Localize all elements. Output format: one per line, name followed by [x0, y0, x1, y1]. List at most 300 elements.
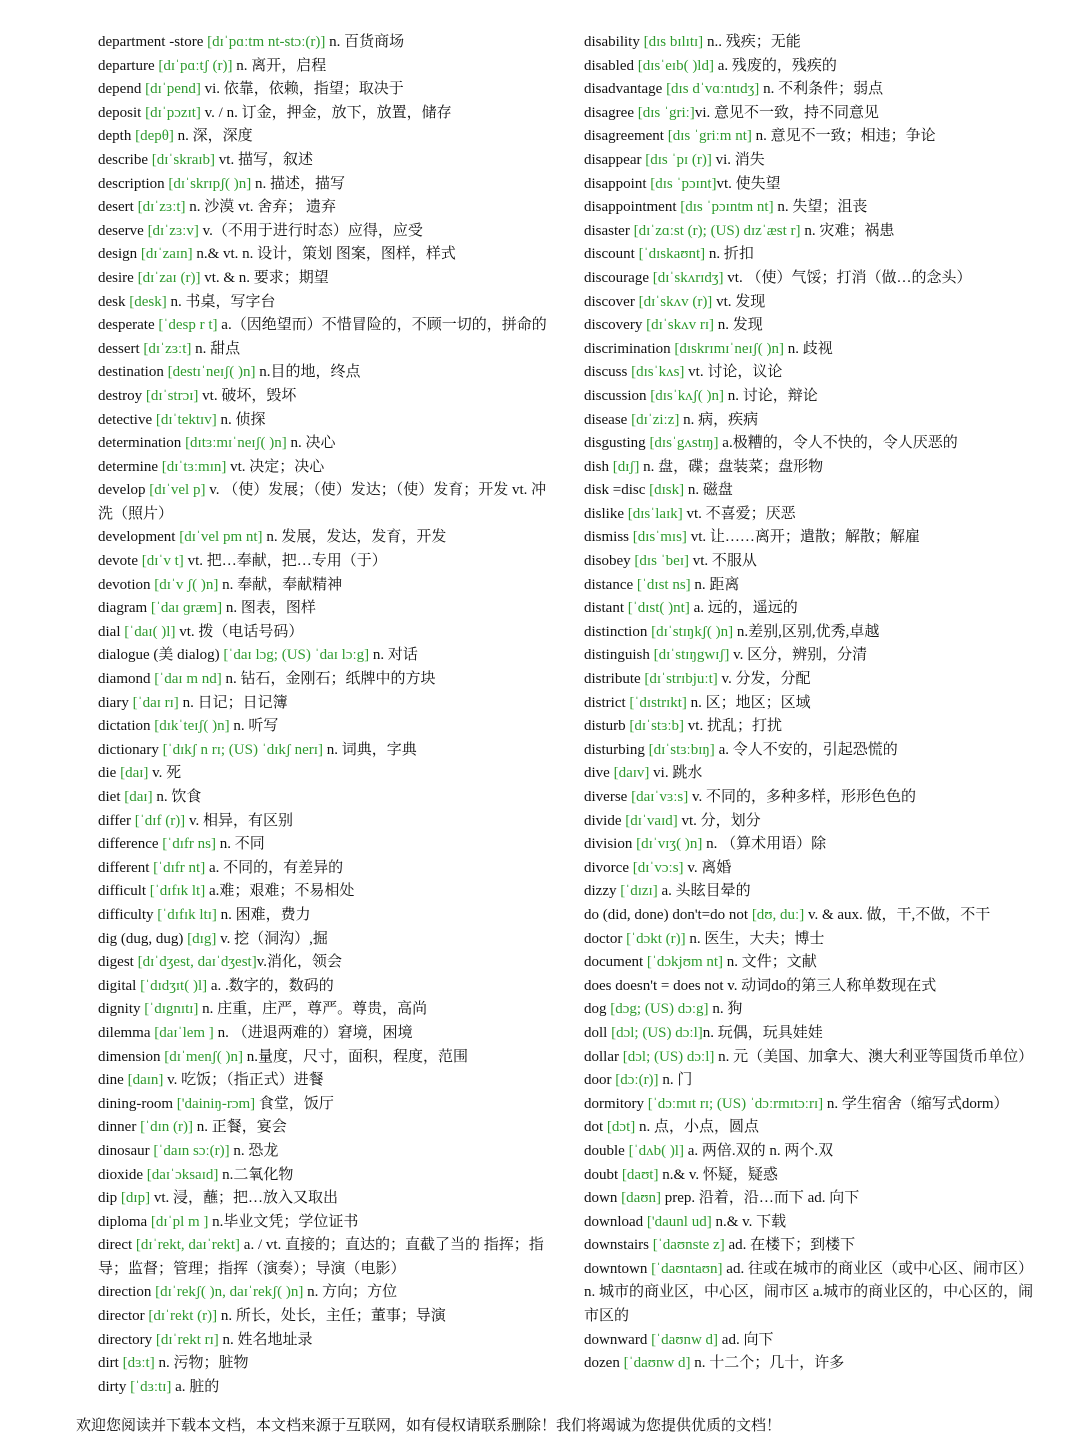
headword: dinosaur	[98, 1142, 150, 1159]
definition: n. 困难，费力	[216, 906, 311, 923]
phonetic: [dɪˈzɜːt]	[143, 340, 192, 357]
definition: n.& v. 怀疑，疑惑	[658, 1166, 778, 1183]
definition: n.二氧化物	[218, 1166, 294, 1183]
headword: describe	[98, 151, 148, 168]
definition: vi. 消失	[711, 151, 765, 168]
headword: disaster	[584, 222, 630, 239]
vocab-entry	[584, 644, 1034, 668]
phonetic: [ˈdɪkʃ n rɪ; (US) ˈdɪkʃ nerɪ]	[162, 741, 323, 758]
definition: a.（因绝望而）不惜冒险的，不顾一切的，拼命的	[217, 317, 547, 334]
definition: n. 正餐，宴会	[192, 1119, 287, 1136]
headword: diary	[98, 694, 129, 711]
headword: dioxide	[98, 1166, 143, 1183]
phonetic: [dɪtɜːmɪˈneɪʃ( )n]	[185, 435, 287, 452]
headword: disappear	[584, 151, 642, 168]
definition: n. 失望；沮丧	[773, 199, 868, 216]
phonetic: [daɪˈvɜːs]	[631, 789, 689, 805]
phonetic: [dɪˈzɑːst (r); (US) dɪzˈæst r]	[633, 222, 801, 239]
phonetic: [daɪˈlem ]	[154, 1024, 214, 1041]
headword: design	[98, 246, 138, 263]
phonetic: [ˈdaʊnste z]	[652, 1237, 725, 1254]
headword: desperate	[98, 317, 155, 334]
vocab-entry	[584, 810, 1034, 834]
headword: distance	[584, 576, 634, 593]
vocab-entry	[98, 1352, 550, 1376]
vocab-entry	[98, 1022, 550, 1046]
vocab-entry	[584, 291, 1034, 315]
definition: n. 不同	[216, 836, 265, 853]
definition: vt. & n. 要求；期望	[200, 269, 329, 286]
phonetic: [dɪsˈkʌs]	[631, 364, 685, 381]
phonetic: [dɪˈziːz]	[631, 411, 680, 428]
phonetic: [dɪˈpend]	[145, 81, 201, 98]
vocab-entry	[98, 267, 550, 291]
vocab-entry	[584, 574, 1034, 598]
headword: doctor	[584, 930, 623, 947]
vocab-entry	[98, 810, 550, 834]
vocab-entry	[98, 1211, 550, 1235]
definition: n.量度，尺寸，面积，程度，范围	[242, 1048, 468, 1065]
definition: n. 污物；脏物	[154, 1355, 249, 1372]
vocab-entry	[98, 243, 550, 267]
headword: dignity	[98, 1001, 141, 1018]
headword: dictionary	[98, 741, 159, 758]
definition: n. 门	[658, 1072, 693, 1089]
definition: n. 意见不一致；相违；争论	[751, 128, 936, 145]
phonetic: [daɪˈɔksaɪd]	[146, 1166, 219, 1183]
definition: n. 甜点	[191, 340, 241, 357]
definition: ad. 在楼下；到楼下	[724, 1237, 856, 1254]
definition: a. .数字的，数码的	[207, 977, 334, 994]
headword: doubt	[584, 1166, 619, 1183]
vocab-entry	[98, 550, 550, 574]
headword: develop	[98, 482, 146, 499]
phonetic: [ˈdɪdʒɪt( )l]	[140, 977, 208, 994]
definition: n. 奉献，奉献精神	[218, 576, 343, 593]
headword: diploma	[98, 1213, 148, 1230]
headword: do (did, done) don't=do not	[584, 906, 749, 923]
definition: vt. 描写，叙述	[215, 151, 313, 168]
phonetic: [ˈdɪfɪk lt]	[149, 883, 206, 900]
phonetic: [ˈdɪn (r)]	[140, 1119, 193, 1136]
phonetic: [desk]	[129, 293, 167, 310]
phonetic: [ˈdɪfr ns]	[162, 836, 216, 853]
vocab-entry	[584, 267, 1034, 291]
headword: division	[584, 836, 633, 853]
definition: v. 区分，辨别，分清	[729, 647, 868, 664]
headword: dismiss	[584, 529, 630, 546]
vocab-entry	[98, 786, 550, 810]
definition: n. 元（美国、加拿大、澳大利亚等国货币单位）	[714, 1048, 1034, 1065]
phonetic: [dɪsˈlaɪk]	[627, 505, 683, 522]
vocab-entry	[584, 243, 1034, 267]
definition: n. 十二个；几十，许多	[690, 1355, 845, 1372]
vocab-entry	[584, 409, 1034, 433]
vocab-entry	[98, 1046, 550, 1070]
phonetic: [ˈdɪf (r)]	[134, 812, 186, 829]
phonetic: [dɪˈpɑːtm nt-stɔː(r)]	[207, 34, 326, 50]
headword: disadvantage	[584, 81, 663, 98]
phonetic: [dɪˈvɔːs]	[632, 859, 684, 876]
headword: depend	[98, 81, 142, 98]
phonetic: [dɪˈtektɪv]	[155, 411, 217, 428]
vocab-entry	[98, 220, 550, 244]
definition: n.差别,区别,优秀,卓越	[733, 623, 880, 640]
definition: vt. 讨论，议论	[684, 364, 783, 381]
headword: distribute	[584, 671, 641, 688]
vocab-entry	[98, 196, 550, 220]
headword: digest	[98, 954, 134, 971]
headword: differ	[98, 812, 132, 829]
headword: desk	[98, 293, 126, 310]
definition: n. 饮食	[152, 789, 202, 805]
vocab-entry	[98, 479, 550, 526]
headword: destroy	[98, 387, 143, 404]
phonetic: [ˈdesp r t]	[158, 317, 218, 334]
definition: n. （进退两难的）窘境，困境	[213, 1024, 413, 1041]
phonetic: [ˈdɪfɪk ltɪ]	[157, 906, 217, 923]
phonetic: [ˈdɪst( )nt]	[627, 600, 690, 617]
definition: n. 所长，处长，主任；董事；导演	[217, 1308, 446, 1325]
definition: v. 死	[148, 765, 182, 782]
headword: die	[98, 765, 117, 782]
headword: diverse	[584, 789, 628, 805]
headword: direction	[98, 1284, 152, 1301]
phonetic: [daʊn]	[621, 1190, 661, 1207]
phonetic: [dɪˈskrɪpʃ( )n]	[168, 175, 252, 192]
phonetic: [ˈdaɪ lɔg; (US) ˈdaɪ lɔːg]	[223, 647, 370, 664]
headword: department -store	[98, 34, 204, 50]
vocab-entry	[98, 102, 550, 126]
headword: discussion	[584, 387, 647, 404]
phonetic: [dʊ, duː]	[751, 906, 805, 923]
vocab-entry	[98, 692, 550, 716]
vocab-entry	[98, 291, 550, 315]
phonetic: [ˈdɪstrɪkt]	[629, 694, 687, 711]
headword: dining-room	[98, 1095, 173, 1112]
phonetic: [dɪkˈteɪʃ( )n]	[154, 718, 230, 735]
headword: disturb	[584, 718, 626, 735]
vocab-entry	[98, 409, 550, 433]
definition: a. 远的，遥远的	[689, 600, 798, 617]
vocab-entry	[98, 644, 550, 668]
vocab-entry	[584, 975, 1034, 999]
vocab-entry	[584, 78, 1034, 102]
definition: v.消化，领会	[256, 954, 342, 971]
vocab-entry	[98, 432, 550, 456]
phonetic: [dɪˈzaɪn]	[140, 246, 193, 263]
phonetic: [dɪˈv ʃ( )n]	[154, 576, 219, 593]
vocab-entry	[584, 503, 1034, 527]
vocab-entry	[98, 833, 550, 857]
phonetic: [dɪˈv t]	[141, 553, 184, 570]
vocab-entry	[584, 715, 1034, 739]
phonetic: [dɪs ˈgriː]	[637, 104, 695, 121]
phonetic: [dɪˈpl m ]	[150, 1213, 209, 1230]
definition: n. 玩偶，玩具娃娃	[702, 1024, 823, 1041]
vocab-entry	[98, 739, 550, 763]
phonetic: [dɔg; (US) dɔːg]	[610, 1001, 709, 1018]
headword: disappointment	[584, 199, 677, 216]
vocab-entry	[584, 220, 1034, 244]
definition: vt. 不服从	[689, 553, 757, 570]
vocab-entry	[98, 526, 550, 550]
headword: distinguish	[584, 647, 650, 664]
headword: depth	[98, 128, 132, 145]
vocab-entry	[98, 361, 550, 385]
definition: vt. 决定；决心	[226, 458, 325, 475]
headword: distinction	[584, 623, 648, 640]
phonetic: [dɪp]	[120, 1190, 151, 1207]
headword: discover	[584, 293, 635, 310]
definition: n. 庄重，庄严，尊严。尊贵，高尚	[198, 1001, 428, 1018]
phonetic: [dɪsˈkʌʃ( )n]	[650, 387, 724, 404]
vocab-entry	[584, 361, 1034, 385]
definition: n.& vt. n. 设计，策划 图案，图样，样式	[192, 246, 456, 263]
phonetic: [ˈdaɪ rɪ]	[132, 694, 179, 711]
headword: digital	[98, 977, 137, 994]
vocab-entry	[584, 1211, 1034, 1235]
vocab-entry	[98, 55, 550, 79]
headword: divide	[584, 812, 622, 829]
phonetic: [dɪˈpɑːtʃ (r)]	[158, 57, 233, 74]
vocab-entry	[98, 385, 550, 409]
headword: dot	[584, 1119, 604, 1136]
headword: discovery	[584, 317, 643, 334]
definition: vt. 扰乱；打扰	[684, 718, 782, 735]
vocab-entry	[584, 338, 1034, 362]
definition: vt. 浸，蘸；把…放入又取出	[150, 1190, 339, 1207]
definition: n. 区；地区；区域	[686, 694, 811, 711]
definition: ad. 往或在城市的商业区（或中心区、闹市区） n. 城市的商业区，中心区，闹市区 a.城市的商业区的，中心区的，闹市区的	[584, 1260, 1034, 1325]
phonetic: [dɔt]	[606, 1119, 636, 1136]
vocab-entry	[98, 314, 550, 338]
definition: n. 书桌，写字台	[166, 293, 276, 310]
vocab-entry	[98, 857, 550, 881]
phonetic: [dɪˈstɪŋkʃ( )n]	[651, 623, 734, 640]
definition: n. 姓名地址录	[218, 1331, 313, 1348]
phonetic: [daɪ]	[120, 765, 149, 782]
phonetic: [depθ]	[135, 128, 174, 145]
headword: disagreement	[584, 128, 664, 145]
phonetic: [dɪˈstɜːb]	[629, 718, 685, 735]
definition: v. （使）发展；（使）发达；（使）发育；开发 vt. 冲洗（照片）	[98, 482, 547, 522]
phonetic: [dɪsˈgʌstɪŋ]	[649, 435, 719, 452]
vocab-entry	[584, 385, 1034, 409]
vocab-entry	[98, 338, 550, 362]
definition: n. 发现	[713, 317, 763, 334]
definition: n. 深，深度	[173, 128, 253, 145]
headword: dessert	[98, 340, 140, 357]
vocab-entry	[584, 526, 1034, 550]
definition: 食堂，饭厅	[255, 1095, 334, 1112]
definition: n. 点，小点，圆点	[635, 1119, 760, 1136]
headword: directory	[98, 1331, 153, 1348]
phonetic: [dɪˈstɪŋgwɪʃ]	[653, 647, 730, 664]
headword: disabled	[584, 57, 634, 74]
vocab-entry	[584, 1046, 1034, 1070]
phonetic: [dɪˈpɔzɪt]	[145, 104, 201, 121]
definition: n. 盘，碟；盘装菜；盘形物	[639, 458, 824, 475]
phonetic: [ˈdɜːtɪ]	[130, 1378, 172, 1395]
definition: n. 学生宿舍（缩写式dorm）	[823, 1095, 1009, 1112]
headword: disease	[584, 411, 628, 428]
phonetic: [daɪ]	[124, 789, 153, 805]
definition: v. / n. 订金，押金，放下，放置，储存	[200, 104, 452, 121]
headword: devotion	[98, 576, 151, 593]
headword: dormitory	[584, 1095, 644, 1112]
vocab-entry	[584, 1234, 1034, 1258]
phonetic: [ˈdaɪ( )l]	[124, 623, 176, 640]
definition: n. 日记；日记簿	[178, 694, 288, 711]
headword: divorce	[584, 859, 629, 876]
vocab-entry	[98, 597, 550, 621]
definition: a. / vt. 直接的；直达的；直截了当的 指挥；指导；监督；管理；指挥（演奏）；导演（电影）	[98, 1237, 544, 1277]
phonetic: [ˈdaɪ ɡræm]	[150, 600, 223, 617]
vocab-entry	[98, 1069, 550, 1093]
phonetic: [dɪˈrekʃ( )n, daɪˈrekʃ( )n]	[155, 1284, 304, 1301]
headword: downstairs	[584, 1237, 649, 1254]
definition: n. 恐龙	[229, 1142, 279, 1159]
definition: vt. 不喜爱；厌恶	[682, 505, 796, 522]
headword: diet	[98, 789, 121, 805]
headword: dish	[584, 458, 610, 475]
vocab-entry	[584, 196, 1034, 220]
definition: a. 令人不安的，引起恐慌的	[714, 741, 898, 758]
definition: v. 动词do的第三人称单数现在式	[727, 977, 937, 994]
definition: n. 不利条件；弱点	[759, 81, 884, 98]
vocab-entry	[584, 951, 1034, 975]
definition: n. 灾难；祸患	[800, 222, 895, 239]
phonetic: [dɪʃ]	[612, 458, 640, 475]
headword: dizzy	[584, 883, 617, 900]
vocab-entry	[584, 1187, 1034, 1211]
headword: director	[98, 1308, 145, 1325]
headword: download	[584, 1213, 644, 1230]
phonetic: [dɪg]	[187, 930, 217, 947]
headword: dog	[584, 1001, 607, 1018]
headword: dial	[98, 623, 121, 640]
phonetic: [ˈdʌb( )l]	[628, 1142, 684, 1159]
definition: vi. 跳水	[649, 765, 703, 782]
phonetic: [ˈdɔkjʊm nt]	[646, 954, 724, 971]
phonetic: [dɪˈdʒest, daɪˈdʒest]	[137, 954, 257, 971]
definition: v. 相异，有区别	[185, 812, 293, 829]
phonetic: [daʊt]	[621, 1166, 659, 1183]
definition: n. 决心	[286, 435, 336, 452]
phonetic: [ˈdɪskaʊnt]	[638, 246, 706, 263]
vocab-entry	[584, 1352, 1034, 1376]
definition: n.. 残疾；无能	[703, 34, 801, 50]
headword: dive	[584, 765, 610, 782]
headword: downtown	[584, 1260, 648, 1277]
vocab-entry	[98, 1093, 550, 1117]
vocab-entry	[98, 1281, 550, 1305]
phonetic: [dɪˈvɪʒ( )n]	[636, 836, 703, 853]
phonetic: [dɔː(r)]	[615, 1072, 659, 1089]
phonetic: [dɔl; (US) dɔːl]	[611, 1024, 703, 1041]
definition: a.难；艰难；不易相处	[205, 883, 355, 900]
headword: different	[98, 859, 150, 876]
vocab-entry	[98, 998, 550, 1022]
definition: v. & aux. 做，干,不做，不干	[804, 906, 991, 923]
headword: discuss	[584, 364, 628, 381]
headword: dinner	[98, 1119, 137, 1136]
definition: ad. 向下	[718, 1331, 774, 1348]
vocab-entry	[584, 173, 1034, 197]
phonetic: [dɪˈrekt rɪ]	[155, 1331, 219, 1348]
definition: n.目的地，终点	[255, 364, 361, 381]
vocab-entry	[584, 55, 1034, 79]
vocab-entry	[584, 1069, 1034, 1093]
phonetic: [daɪv]	[613, 765, 650, 782]
phonetic: [dɪˈmenʃ( )n]	[164, 1048, 243, 1065]
headword: district	[584, 694, 626, 711]
definition: vt. （使）气馁；打消（做…的念头）	[723, 269, 972, 286]
headword: dilemma	[98, 1024, 151, 1041]
definition: vi. 意见不一致，持不同意见	[694, 104, 879, 121]
definition: vt. 让……离开；遣散；解散；解雇	[686, 529, 920, 546]
headword: desire	[98, 269, 134, 286]
headword: departure	[98, 57, 155, 74]
phonetic: [dɪˈvel p]	[149, 482, 206, 499]
phonetic: [ˈdaɪ m nd]	[154, 671, 222, 688]
definition: n. 方向；方位	[303, 1284, 398, 1301]
headword: detective	[98, 411, 153, 428]
definition: vt. 发现	[712, 293, 766, 310]
phonetic: [ˈdaʊnw d]	[623, 1355, 691, 1372]
vocab-entry	[98, 574, 550, 598]
phonetic: [dɪs ˈpɔɪntm nt]	[680, 199, 774, 216]
phonetic: [dɪˈskraɪb]	[151, 151, 216, 168]
vocab-entry	[98, 928, 550, 952]
vocab-entry	[584, 102, 1034, 126]
phonetic: [dɪˈvel pm nt]	[179, 529, 263, 546]
definition: vt. 拨（电话号码）	[175, 623, 304, 640]
phonetic: [dɪˈzɜːv]	[147, 222, 199, 239]
phonetic: [destɪˈneɪʃ( )n]	[167, 364, 256, 381]
vocab-entry	[584, 456, 1034, 480]
headword: development	[98, 529, 176, 546]
headword: dirt	[98, 1355, 119, 1372]
phonetic: [ˈdɪgnɪtɪ]	[144, 1001, 199, 1018]
vocab-entry	[584, 621, 1034, 645]
vocab-entry	[584, 597, 1034, 621]
headword: dictation	[98, 718, 151, 735]
phonetic: [dɪˈrekt, daɪˈrekt]	[135, 1237, 241, 1254]
phonetic: [dɪˈstrɪbjuːt]	[644, 671, 718, 688]
vocab-entry	[584, 1164, 1034, 1188]
definition: v. 吃饭；（指正式）进餐	[163, 1072, 324, 1089]
definition: n.& v. 下载	[711, 1213, 787, 1230]
definition: n. 对话	[369, 647, 418, 664]
phonetic: [ˈdaʊntaʊn]	[651, 1260, 723, 1277]
headword: destination	[98, 364, 164, 381]
definition: a. 头眩目晕的	[657, 883, 751, 900]
phonetic: [dɪˈvaɪd]	[625, 812, 678, 829]
definition: n. 钻石，金刚石；纸牌中的方块	[221, 671, 436, 688]
vocab-entry	[98, 880, 550, 904]
vocab-entry	[584, 125, 1034, 149]
vocab-entry	[98, 1187, 550, 1211]
vocab-entry	[98, 904, 550, 928]
phonetic: [dɪs dˈvɑːntɪdʒ]	[666, 81, 760, 98]
definition: n. （算术用语）除	[702, 836, 827, 853]
definition: n. 离开，启程	[232, 57, 327, 74]
headword: document	[584, 954, 644, 971]
headword: does doesn't = does not	[584, 977, 724, 994]
headword: disk =disc	[584, 482, 646, 499]
